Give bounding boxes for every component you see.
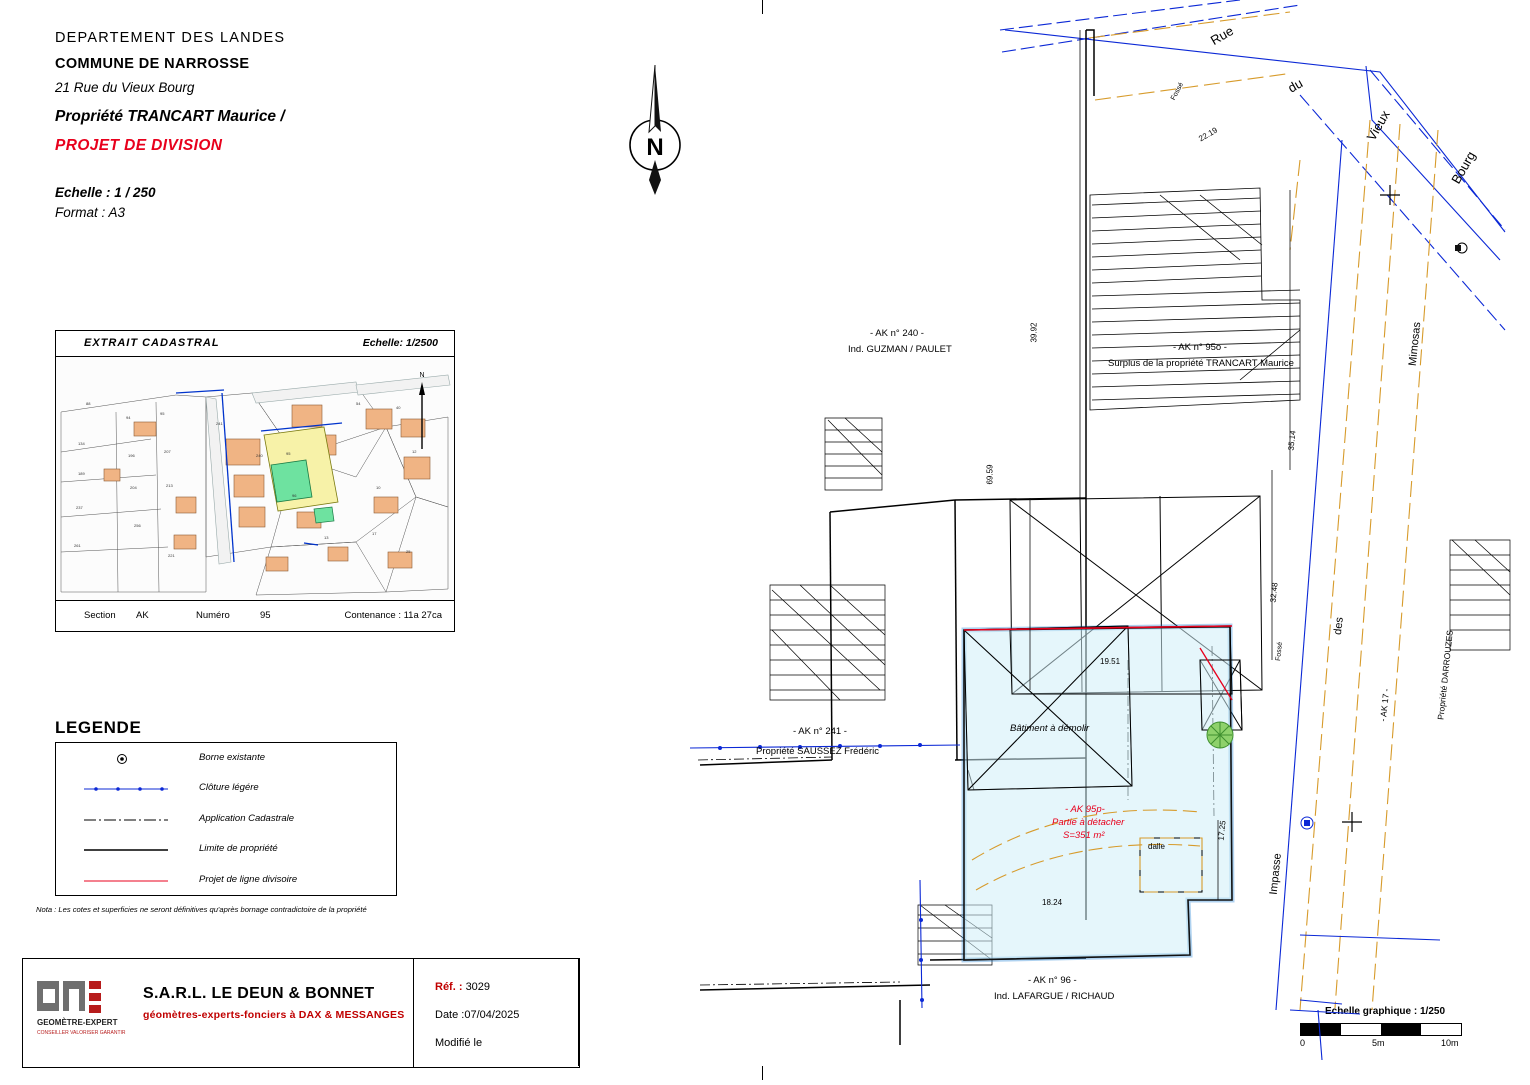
dimension-35-14: 35.14 bbox=[1286, 430, 1298, 451]
svg-text:10: 10 bbox=[376, 485, 381, 490]
street-bourg-label: Bourg bbox=[1448, 148, 1479, 187]
svg-text:189: 189 bbox=[78, 471, 85, 476]
parcel-240-ref: - AK n° 240 - bbox=[870, 328, 924, 339]
svg-text:GEOMÈTRE-EXPERT: GEOMÈTRE-EXPERT bbox=[37, 1018, 118, 1027]
legend-item-borne bbox=[56, 743, 396, 773]
scale-tick-10: 10m bbox=[1441, 1038, 1459, 1048]
cadastral-section-value: AK bbox=[136, 610, 149, 621]
solid-line-icon bbox=[56, 834, 186, 864]
firm-name: S.A.R.L. LE DEUN & BONNET bbox=[143, 985, 375, 1002]
detach-ref: - AK 95p- bbox=[1065, 804, 1105, 815]
svg-text:237: 237 bbox=[76, 505, 83, 510]
cadastral-title: EXTRAIT CADASTRAL bbox=[84, 337, 220, 349]
legend-note: Nota : Les cotes et superficies ne seront définitives qu'après bornage contradictoire de la propriété bbox=[36, 905, 367, 914]
svg-text:40: 40 bbox=[396, 405, 401, 410]
modified-label: Modifié le bbox=[435, 1037, 483, 1049]
dashdot-line-icon bbox=[56, 804, 186, 834]
cartouche-right-divider bbox=[578, 958, 579, 1066]
cadastral-section-label: Section bbox=[84, 610, 116, 621]
tree-icon bbox=[1207, 722, 1233, 748]
commune-label: COMMUNE DE NARROSSE bbox=[55, 56, 250, 72]
cadastral-scale: Echelle: 1/2500 bbox=[362, 337, 438, 349]
cadastral-header bbox=[56, 331, 454, 357]
legend-item-cadastre bbox=[56, 804, 396, 834]
date-field bbox=[435, 1009, 519, 1021]
svg-text:256: 256 bbox=[134, 523, 141, 528]
svg-text:N: N bbox=[419, 372, 425, 379]
format-label: Format : A3 bbox=[55, 205, 126, 220]
parcel-240-owner: Ind. GUZMAN / PAULET bbox=[848, 344, 952, 355]
borne-icon bbox=[56, 743, 186, 773]
svg-text:54: 54 bbox=[356, 401, 361, 406]
street-vieux-label: Vieux bbox=[1363, 107, 1393, 144]
dimension-19-51: 19.51 bbox=[1100, 657, 1121, 666]
svg-text:13: 13 bbox=[324, 535, 329, 540]
cadastral-map bbox=[56, 357, 454, 600]
slab-label: dalle bbox=[1148, 842, 1165, 851]
svg-text:134: 134 bbox=[78, 441, 85, 446]
svg-text:213: 213 bbox=[166, 483, 173, 488]
des-label: des bbox=[1331, 616, 1346, 636]
legend-label-cloture: Clôture légére bbox=[199, 782, 259, 794]
svg-text:CONSEILLER VALORISER GARANTIR: CONSEILLER VALORISER GARANTIR bbox=[37, 1030, 126, 1036]
reference-field bbox=[435, 981, 490, 993]
svg-text:204: 204 bbox=[130, 485, 137, 490]
dimension-18-24: 18.24 bbox=[1042, 898, 1063, 907]
dimension-17-25: 17.25 bbox=[1216, 820, 1228, 841]
dimension-39-92: 39.92 bbox=[1029, 322, 1039, 343]
building-demolish-label: Bâtiment à démolir bbox=[1010, 723, 1090, 734]
department-label: DEPARTEMENT DES LANDES bbox=[55, 30, 286, 46]
parcel-96-ref: - AK n° 96 - bbox=[1028, 975, 1077, 986]
cadastral-numero-label: Numéro bbox=[196, 610, 230, 621]
legend-label-borne: Borne existante bbox=[199, 752, 266, 763]
legend-box bbox=[55, 742, 397, 896]
cadastral-extract bbox=[55, 330, 455, 632]
date-label: Date : bbox=[435, 1009, 465, 1021]
detach-line2: S=351 m² bbox=[1063, 830, 1105, 841]
scale-tick-0: 0 bbox=[1300, 1038, 1306, 1048]
parcel-95o-owner: Surplus de la propriété TRANCART Maurice bbox=[1108, 358, 1294, 369]
fosse-label-1: Fossé bbox=[1169, 81, 1186, 102]
cadastral-footer bbox=[56, 600, 454, 630]
street-du-label: du bbox=[1285, 75, 1306, 96]
project-label: PROJET DE DIVISION bbox=[55, 137, 223, 154]
detach-line1: Partie à détacher bbox=[1052, 817, 1125, 828]
svg-text:96: 96 bbox=[292, 493, 297, 498]
legend-title: LEGENDE bbox=[55, 718, 142, 737]
title-block bbox=[55, 30, 535, 220]
svg-text:241: 241 bbox=[216, 421, 223, 426]
svg-text:25: 25 bbox=[406, 549, 411, 554]
svg-text:94: 94 bbox=[126, 415, 131, 420]
fence-line-icon bbox=[56, 773, 186, 803]
cartouche-divider bbox=[413, 959, 414, 1067]
ak17-label: - AK 17 - bbox=[1377, 688, 1392, 722]
svg-text:207: 207 bbox=[164, 449, 171, 454]
reference-value: 3029 bbox=[465, 981, 491, 993]
date-value: 07/04/2025 bbox=[464, 1009, 520, 1021]
reference-label: Réf. : bbox=[435, 981, 463, 993]
graphic-scale-title: Echelle graphique : 1/250 bbox=[1324, 1006, 1446, 1017]
scale-tick-5: 5m bbox=[1372, 1038, 1385, 1048]
svg-text:221: 221 bbox=[168, 553, 175, 558]
darrouzes-label: Propriété DARROUZES bbox=[1435, 629, 1455, 721]
street-rue-label: Rue bbox=[1207, 23, 1237, 48]
svg-text:88: 88 bbox=[86, 401, 91, 406]
parcel-241-owner: Propriété SAUSSEZ Frédéric bbox=[756, 746, 880, 757]
legend-label-limite: Limite de propriété bbox=[199, 843, 278, 855]
cadastral-numero-value: 95 bbox=[260, 610, 271, 621]
legend-item-division bbox=[56, 865, 396, 895]
legend-item-limite bbox=[56, 834, 396, 864]
address-label: 21 Rue du Vieux Bourg bbox=[55, 80, 195, 95]
firm-subtitle: géomètres-experts-fonciers à DAX & MESSANGES bbox=[143, 1009, 405, 1021]
site-plan bbox=[600, 0, 1530, 1080]
dimension-32-48: 32.48 bbox=[1268, 582, 1280, 603]
scale-label: Echelle : 1 / 250 bbox=[55, 185, 156, 200]
fosse-label-2: Fossé bbox=[1275, 641, 1285, 662]
company-logo bbox=[37, 977, 131, 1047]
svg-text:17: 17 bbox=[372, 531, 377, 536]
svg-text:240: 240 bbox=[256, 453, 263, 458]
parcel-95o-ref: - AK n° 95o - bbox=[1173, 342, 1227, 353]
legend-item-cloture bbox=[56, 773, 396, 803]
cadastral-contenance: Contenance : 11a 27ca bbox=[344, 610, 442, 621]
cartouche bbox=[22, 958, 580, 1068]
svg-text:N: N bbox=[646, 134, 664, 161]
svg-text:95: 95 bbox=[286, 451, 291, 456]
svg-text:95: 95 bbox=[160, 411, 165, 416]
legend-label-division: Projet de ligne divisoire bbox=[199, 873, 298, 885]
svg-text:261: 261 bbox=[74, 543, 81, 548]
dimension-22-19: 22.19 bbox=[1197, 125, 1219, 144]
legend-label-cadastre: Application Cadastrale bbox=[199, 812, 295, 824]
dimension-69-59: 69.59 bbox=[985, 464, 995, 485]
owner-label: Propriété TRANCART Maurice / bbox=[55, 108, 285, 125]
impasse-label: Impasse bbox=[1267, 852, 1284, 896]
svg-text:12: 12 bbox=[412, 449, 417, 454]
svg-text:196: 196 bbox=[128, 453, 135, 458]
mimosas-label: Mimosas bbox=[1406, 321, 1424, 367]
parcel-96-owner: Ind. LAFARGUE / RICHAUD bbox=[994, 991, 1115, 1002]
parcel-241-ref: - AK n° 241 - bbox=[793, 726, 847, 737]
red-line-icon bbox=[56, 865, 186, 895]
